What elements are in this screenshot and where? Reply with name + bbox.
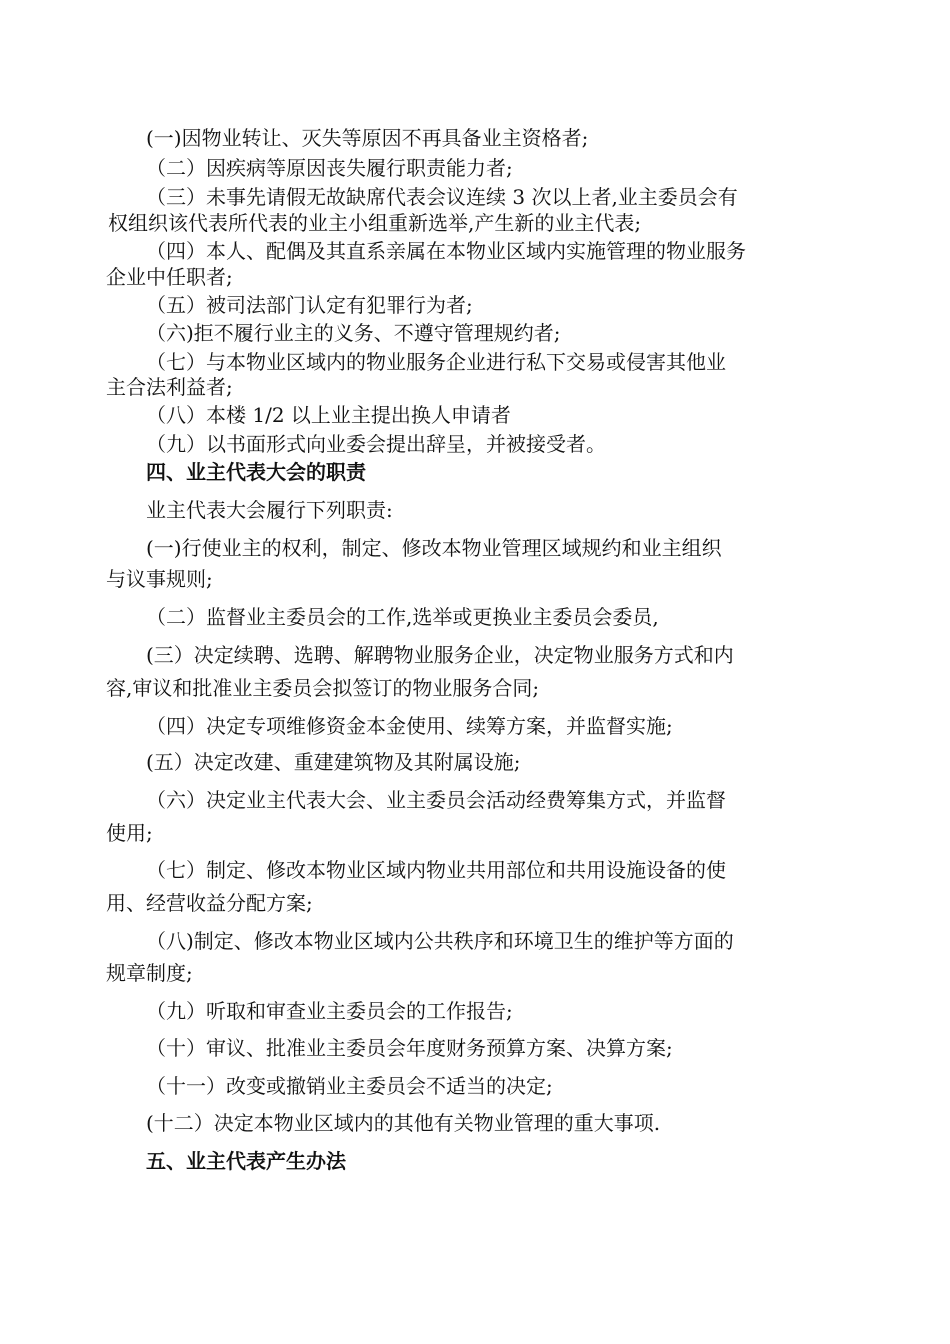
clause-8: （八）本楼 1/2 以上业主提出换人申请者 — [146, 403, 511, 427]
clause-7: （七）与本物业区域内的物业服务企业进行私下交易或侵害其他业 — [146, 350, 726, 374]
duty-7-cont: 用、经营收益分配方案; — [106, 891, 313, 915]
clause-9: （九）以书面形式向业委会提出辞呈，并被接受者。 — [146, 432, 606, 456]
duty-2: （二）监督业主委员会的工作,选举或更换业主委员会委员, — [146, 605, 659, 629]
duty-5: (五）决定改建、重建建筑物及其附属设施; — [146, 750, 521, 774]
duty-1: (一)行使业主的权利，制定、修改本物业管理区域规约和业主组织 — [146, 536, 722, 560]
duty-8: （八)制定、修改本物业区域内公共秩序和环境卫生的维护等方面的 — [146, 929, 734, 953]
clause-2: （二）因疾病等原因丧失履行职责能力者; — [146, 156, 513, 180]
duty-6-cont: 使用; — [106, 821, 153, 845]
duty-10: （十）审议、批准业主委员会年度财务预算方案、决算方案; — [146, 1036, 673, 1060]
duty-8-cont: 规章制度; — [106, 961, 193, 985]
duty-11: （十一）改变或撤销业主委员会不适当的决定; — [146, 1074, 553, 1098]
duty-1-cont: 与议事规则; — [106, 567, 213, 591]
section-4-intro: 业主代表大会履行下列职责: — [146, 498, 393, 522]
clause-1: (一)因物业转让、灭失等原因不再具备业主资格者; — [146, 126, 589, 150]
duty-3-cont: 容,审议和批准业主委员会拟签订的物业服务合同; — [106, 676, 540, 700]
section-heading-4: 四、业主代表大会的职责 — [146, 460, 366, 484]
duty-4: （四）决定专项维修资金本金使用、续筹方案，并监督实施; — [146, 714, 673, 738]
clause-4: （四）本人、配偶及其直系亲属在本物业区域内实施管理的物业服务 — [146, 239, 746, 263]
clause-3-cont: 权组织该代表所代表的业主小组重新选举,产生新的业主代表; — [108, 211, 642, 235]
duty-7: （七）制定、修改本物业区域内物业共用部位和共用设施设备的使 — [146, 858, 726, 882]
section-heading-5: 五、业主代表产生办法 — [146, 1149, 346, 1173]
clause-5: （五）被司法部门认定有犯罪行为者; — [146, 293, 473, 317]
duty-3: (三）决定续聘、选聘、解聘物业服务企业，决定物业服务方式和内 — [146, 643, 734, 667]
duty-12: (十二）决定本物业区域内的其他有关物业管理的重大事项. — [146, 1111, 661, 1135]
clause-3: （三）未事先请假无故缺席代表会议连续 3 次以上者,业主委员会有 — [146, 185, 738, 209]
clause-6: （六)拒不履行业主的义务、不遵守管理规约者; — [146, 321, 561, 345]
clause-7-cont: 主合法利益者; — [106, 375, 233, 399]
clause-4-cont: 企业中任职者; — [106, 265, 233, 289]
duty-6: （六）决定业主代表大会、业主委员会活动经费筹集方式，并监督 — [146, 788, 726, 812]
duty-9: （九）听取和审查业主委员会的工作报告; — [146, 999, 513, 1023]
